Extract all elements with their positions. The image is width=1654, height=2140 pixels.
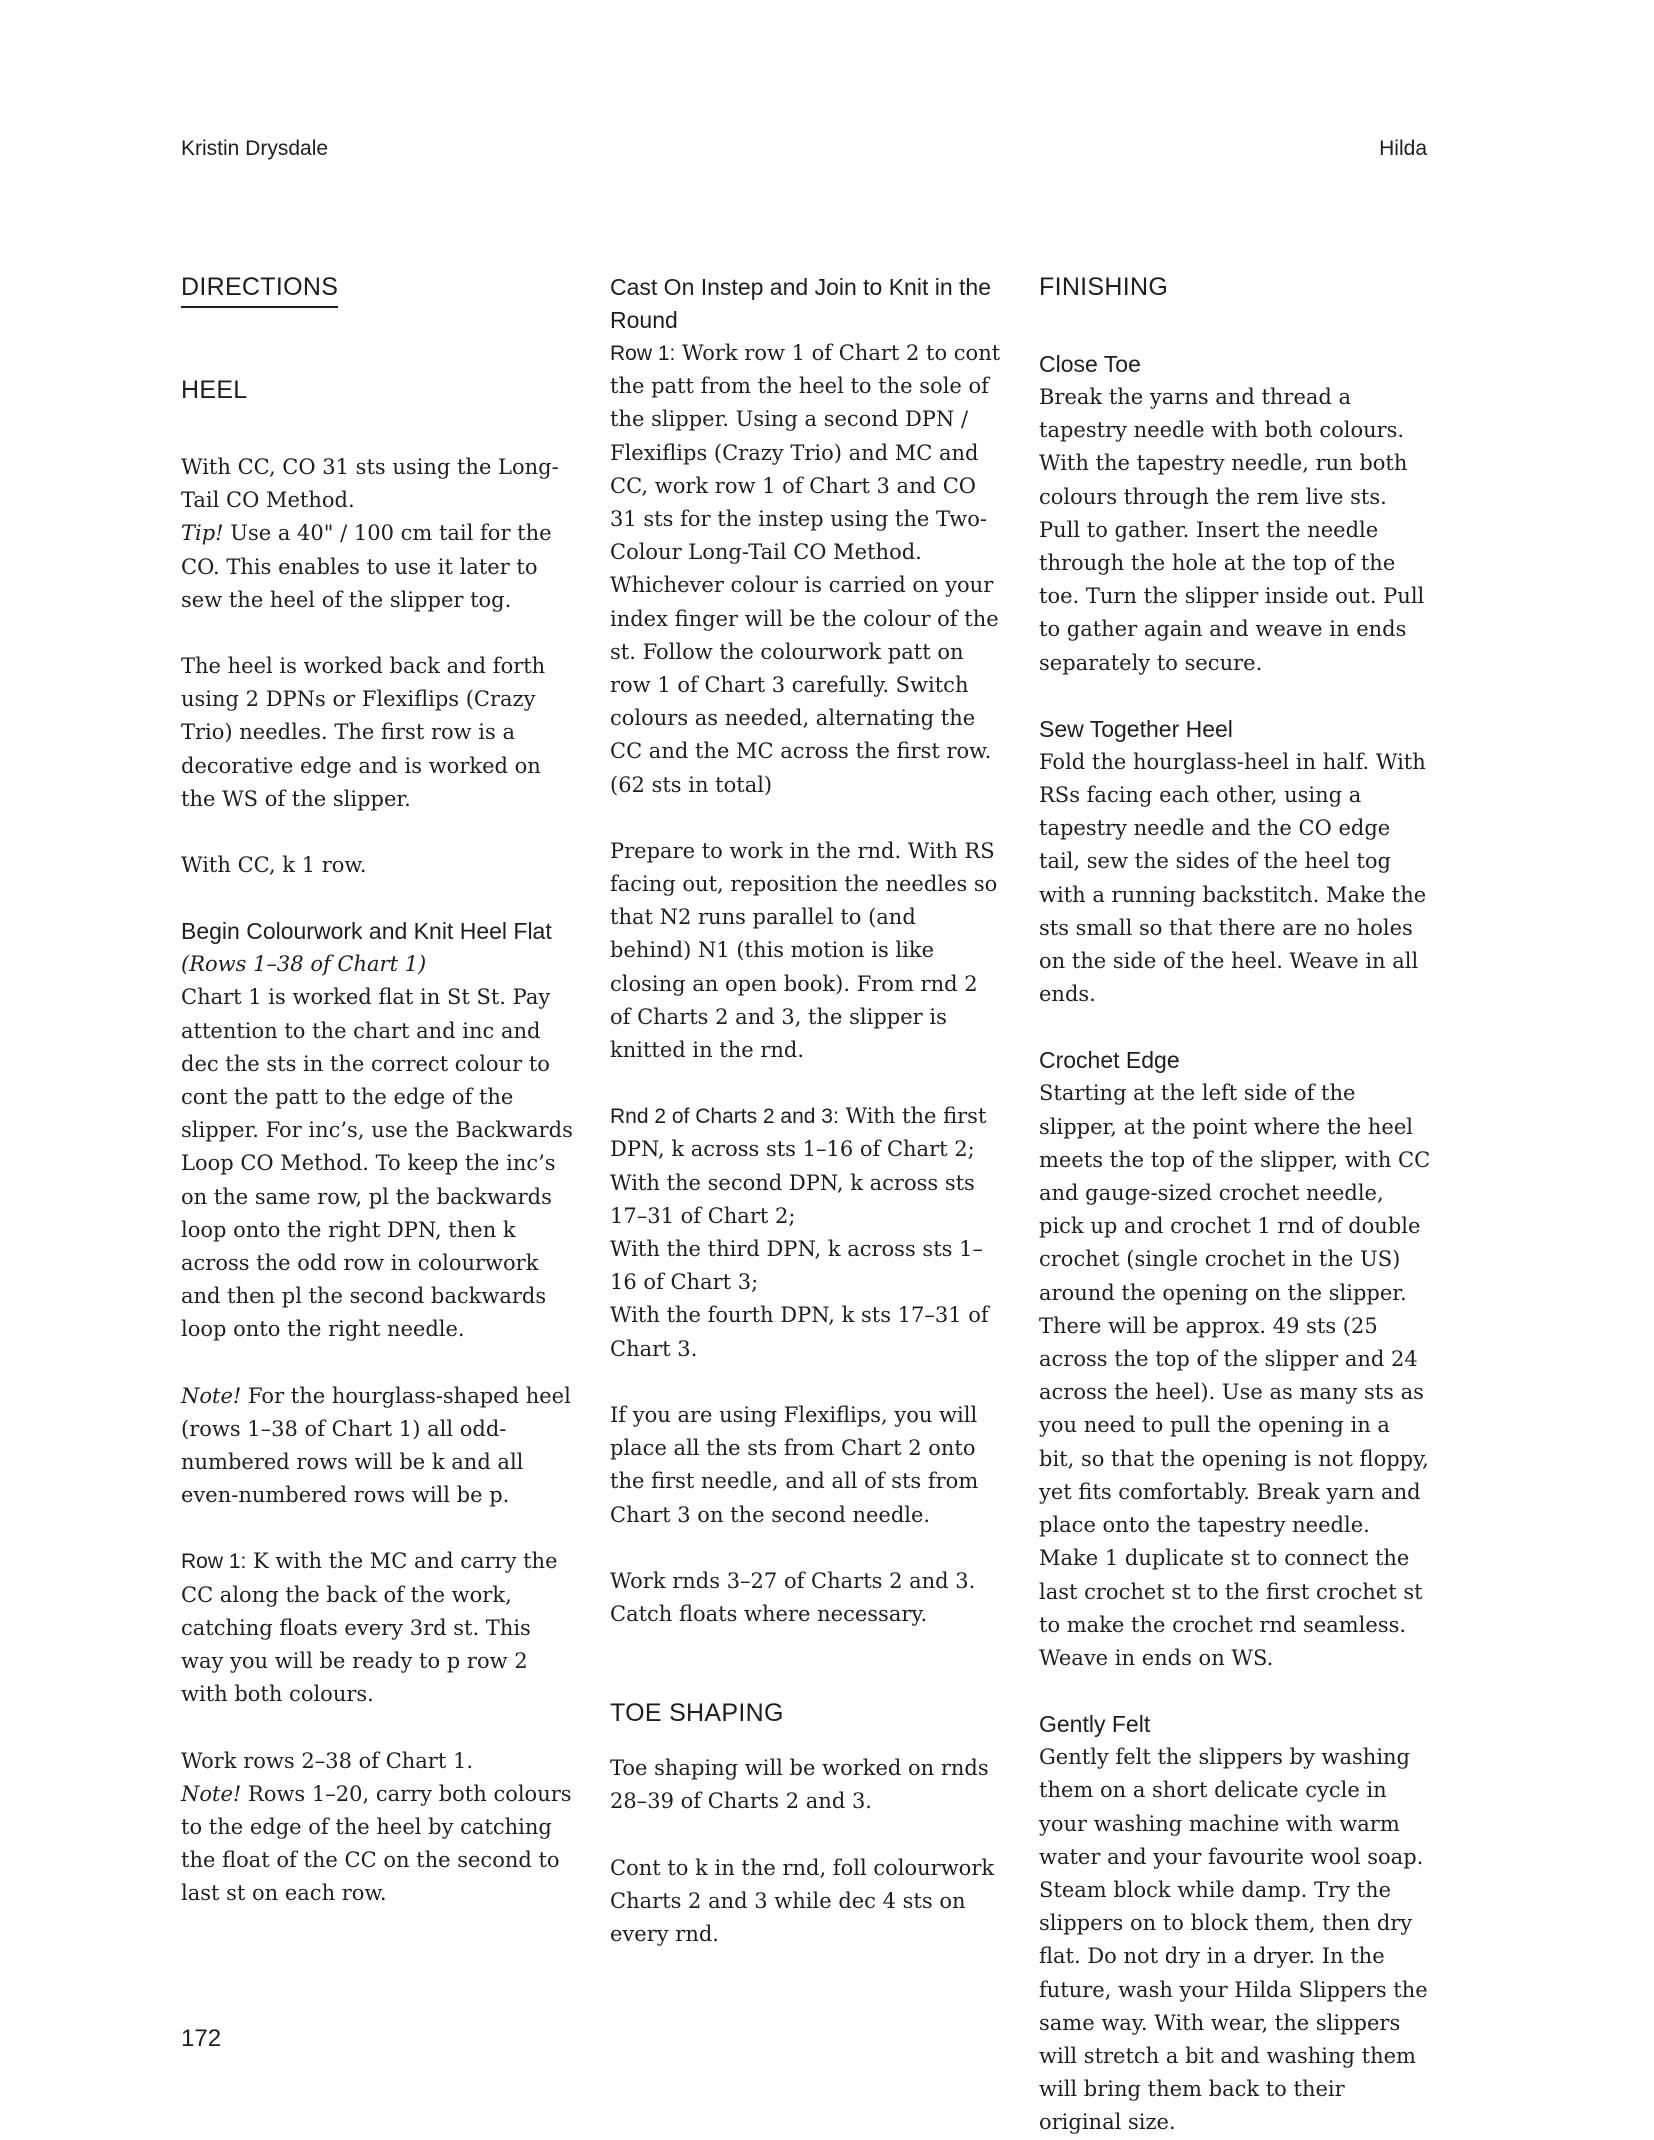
note-text: For the hourglass-shaped heel (rows 1–38 of Chart 1) all odd-numbered rows will be k and all even-numbered rows will be p.	[181, 1383, 571, 1508]
sew-heel-heading: Sew Together Heel	[1039, 715, 1233, 742]
rnds-3-27-paragraph: Work rnds 3–27 of Charts 2 and 3. Catch floats where necessary.	[610, 1568, 976, 1626]
row1-label: Row 1:	[181, 1550, 247, 1574]
prepare-round-paragraph: Prepare to work in the rnd. With RS facing out, reposition the needles so that N2 runs parallel to (and behind) N1 (this motion is like closing an open book). From rnd 2 of Charts 2 and 3, the slipper is knitted in the rnd.	[610, 838, 998, 1063]
colourwork-heel-heading: Begin Colourwork and Knit Heel Flat	[181, 918, 552, 945]
sew-heel-paragraph: Fold the hourglass-heel in half. With RSs facing each other, using a tapestry needle and the CO edge tail, sew the sides of the heel tog with a running backstitch. Make the sts small so that there are no holes on the side of the heel. Weave in all ends.	[1039, 749, 1427, 1007]
chart1-paragraph: Chart 1 is worked flat in St St. Pay attention to the chart and inc and dec the sts in the correct colour to cont the patt to the edge of the slipper. For inc’s, use the Backwards Loop CO Method. To keep the inc’s on the same row, pl the backwards loop onto the right DPN, then k across the odd row in colourwork and then pl the second backwards loop onto the right needle.	[181, 985, 573, 1342]
rows-2-38-paragraph: Work rows 2–38 of Chart 1.	[181, 1748, 474, 1773]
tip-label: Tip!	[181, 521, 224, 546]
tip-text: Use a 40" / 100 cm tail for the CO. This enables to use it later to sew the heel of the slipper tog.	[181, 521, 552, 612]
running-header-title: Hilda	[1379, 137, 1427, 160]
note-text: Rows 1–20, carry both colours to the edge of the heel by catching the float of the CC on the second to last st on each row.	[181, 1781, 572, 1906]
column-2	[610, 271, 1002, 1951]
crochet-edge-heading: Crochet Edge	[1039, 1047, 1180, 1074]
heel-intro-paragraph: The heel is worked back and forth using 2 DPNs or Flexiflips (Crazy Trio) needles. The first row is a decorative edge and is worked on the WS of the slipper.	[181, 654, 546, 811]
row1-paragraph	[610, 337, 1002, 802]
rnd2-fourth-dpn: With the fourth DPN, k sts 17–31 of Chart 3.	[610, 1303, 989, 1361]
rnd2-second-dpn: With the second DPN, k across sts 17–31 of Chart 2;	[610, 1170, 975, 1228]
flexiflips-paragraph: If you are using Flexiflips, you will place all the sts from Chart 2 onto the first needle, and all of sts from Chart 3 on the second needle.	[610, 1402, 979, 1527]
finishing-heading: FINISHING	[1039, 273, 1169, 301]
toe-shaping-intro-paragraph: Toe shaping will be worked on rnds 28–39 of Charts 2 and 3.	[610, 1756, 989, 1814]
running-header-author: Kristin Drysdale	[181, 137, 329, 160]
carry-colours-note-paragraph	[181, 1778, 573, 1911]
gently-felt-heading: Gently Felt	[1039, 1711, 1151, 1738]
close-toe-paragraph: Break the yarns and thread a tapestry needle with both colours. With the tapestry needle, run both colours through the rem live sts. Pull to gather. Insert the needle through the hole at the top of the toe. Turn the slipper inside out. Pull to gather again and weave in ends separately to secure.	[1039, 385, 1425, 675]
chart1-rows-note: (Rows 1–38 of Chart 1)	[181, 952, 427, 977]
hourglass-note-paragraph	[181, 1380, 573, 1513]
row1-text: K with the MC and carry the CC along the back of the work, catching floats every 3rd st. This way you will be ready to p row 2 with both colours.	[181, 1549, 558, 1707]
gently-felt-paragraph: Gently felt the slippers by washing them on a short delicate cycle in your washing machine with warm water and your favourite wool soap. Steam block while damp. Try the slippers on to block them, then dry flat. Do not dry in a dryer. In the future, wash your Hilda Slippers the same way. With wear, the slippers will stretch a bit and washing them will bring them back to their original size.	[1039, 1745, 1428, 2135]
column-3	[1039, 271, 1431, 2140]
cast-on-instep-heading: Cast On Instep and Join to Knit in the Round	[610, 274, 992, 333]
directions-heading: DIRECTIONS	[181, 271, 338, 308]
toe-decrease-paragraph: Cont to k in the rnd, foll colourwork Charts 2 and 3 while dec 4 sts on every rnd.	[610, 1855, 995, 1946]
cast-on-paragraph: With CC, CO 31 sts using the Long-Tail CO Method.	[181, 455, 559, 513]
note-label: Note!	[181, 1781, 242, 1806]
row1-text: Work row 1 of Chart 2 to cont the patt from the heel to the sole of the slipper. Using a second DPN / Flexiflips (Crazy Trio) and MC and CC, work row 1 of Chart 3 and CO 31 sts for the instep using the Two-Colour Long-Tail CO Method. Whichever colour is carried on your index finger will be the colour of the st. Follow the colourwork patt on row 1 of Chart 3 carefully. Switch colours as needed, alternating the CC and the MC across the first row. (62 sts in total)	[610, 341, 1001, 797]
row1-label: Row 1:	[610, 342, 676, 365]
rnd2-paragraph	[610, 1100, 1002, 1166]
rnd2-third-dpn: With the third DPN, k across sts 1–16 of Chart 3;	[610, 1237, 983, 1295]
rnd2-text: With the first DPN, k across sts 1–16 of Chart 2;	[610, 1104, 987, 1162]
first-row-paragraph: With CC, k 1 row.	[181, 853, 367, 878]
column-1	[181, 271, 573, 1911]
crochet-edge-paragraph: Starting at the left side of the slipper, at the point where the heel meets the top of the slipper, with CC and gauge-sized crochet needle, pick up and crochet 1 rnd of double crochet (single crochet in the US) around the opening on the slipper. There will be approx. 49 sts (25 across the top of the slipper and 24 across the heel). Use as many sts as you need to pull the opening in a bit, so that the opening is not floppy, yet fits comfortably. Break yarn and place onto the tapestry needle. Make 1 duplicate st to connect the last crochet st to the first crochet st to make the crochet rnd seamless. Weave in ends on WS.	[1039, 1081, 1431, 1670]
rnd2-label: Rnd 2 of Charts 2 and 3:	[610, 1105, 839, 1129]
tip-paragraph	[181, 517, 573, 617]
page-number: 172	[181, 2025, 222, 2052]
toe-shaping-heading: TOE SHAPING	[610, 1699, 784, 1728]
note-label: Note!	[181, 1383, 242, 1408]
close-toe-heading: Close Toe	[1039, 351, 1141, 377]
heel-heading: HEEL	[181, 376, 248, 404]
row1-paragraph	[181, 1545, 573, 1711]
